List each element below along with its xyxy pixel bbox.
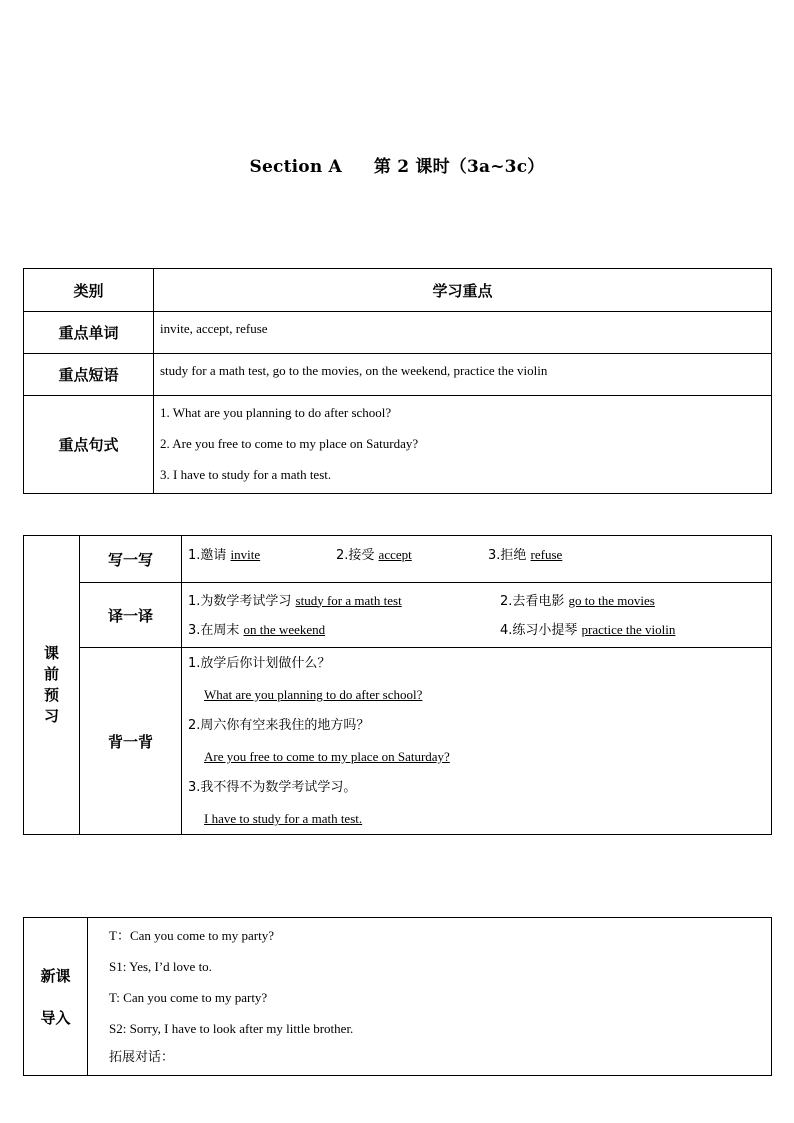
focus-row-sentences <box>24 396 772 494</box>
recite-label: 背一背 <box>80 648 182 835</box>
dialogue-line: 拓展对话： <box>109 1050 175 1065</box>
preview-row-write <box>24 536 772 583</box>
recite-prompt: 2.周六你有空来我住的地方吗？ <box>188 718 370 733</box>
page-title <box>0 152 794 177</box>
write-label: 写一写 <box>80 536 182 583</box>
header-category: 类别 <box>24 269 154 312</box>
write-content <box>182 536 772 583</box>
translate-item: 4.练习小提琴 practice the violin <box>500 621 676 638</box>
recite-answer: I have to study for a math test. <box>204 811 363 826</box>
intro-label: 新课 导入 <box>24 918 88 1076</box>
section-label: Section A <box>249 157 342 177</box>
write-item: 1.邀请 invite <box>188 547 261 563</box>
recite-content <box>182 648 772 835</box>
sentence-line: 2. Are you free to come to my place on Saturday? <box>160 436 419 451</box>
preview-table <box>23 535 772 835</box>
focus-label-words: 重点单词 <box>24 312 154 354</box>
translate-item: 3.在周末 on the weekend <box>188 621 326 638</box>
dialogue-line: T: Can you come to my party? <box>109 990 268 1005</box>
header-focus: 学习重点 <box>154 269 772 312</box>
focus-row-words <box>24 312 772 354</box>
intro-row <box>24 918 772 1076</box>
write-item: 3.拒绝 refuse <box>488 547 563 563</box>
intro-table <box>23 917 772 1076</box>
recite-answer: What are you planning to do after school? <box>204 687 423 702</box>
sentence-line: 1. What are you planning to do after school? <box>160 405 392 420</box>
dialogue-line: S2: Sorry, I have to look after my little brother. <box>109 1021 354 1036</box>
write-item: 2.接受 accept <box>336 547 412 563</box>
recite-answer: Are you free to come to my place on Saturday? <box>204 749 450 764</box>
translate-item: 2.去看电影 go to the movies <box>500 592 655 609</box>
sentence-line: 3. I have to study for a math test. <box>160 467 332 482</box>
focus-header-row <box>24 269 772 312</box>
intro-dialogue <box>88 918 772 1076</box>
dialogue-line: T：Can you come to my party? <box>109 928 274 943</box>
preview-row-recite <box>24 648 772 835</box>
lesson-label: 第 2 课时（3a~3c） <box>373 157 545 177</box>
recite-prompt: 3.我不得不为数学考试学习。 <box>188 780 357 795</box>
focus-label-phrases: 重点短语 <box>24 354 154 396</box>
dialogue-line: S1: Yes, I’d love to. <box>109 959 212 974</box>
translate-label: 译一译 <box>80 583 182 648</box>
focus-table <box>23 268 772 494</box>
translate-content <box>182 583 772 648</box>
focus-content-phrases: study for a math test, go to the movies, on the weekend, practice the violin <box>154 354 772 396</box>
focus-row-phrases <box>24 354 772 396</box>
focus-label-sentences: 重点句式 <box>24 396 154 494</box>
focus-content-words: invite, accept, refuse <box>154 312 772 354</box>
focus-content-sentences <box>154 396 772 494</box>
preview-row-translate <box>24 583 772 648</box>
translate-item: 1.为数学考试学习 study for a math test <box>188 592 402 609</box>
recite-prompt: 1.放学后你计划做什么？ <box>188 656 331 671</box>
preview-side-label: 课 前 预 习 <box>24 536 80 835</box>
